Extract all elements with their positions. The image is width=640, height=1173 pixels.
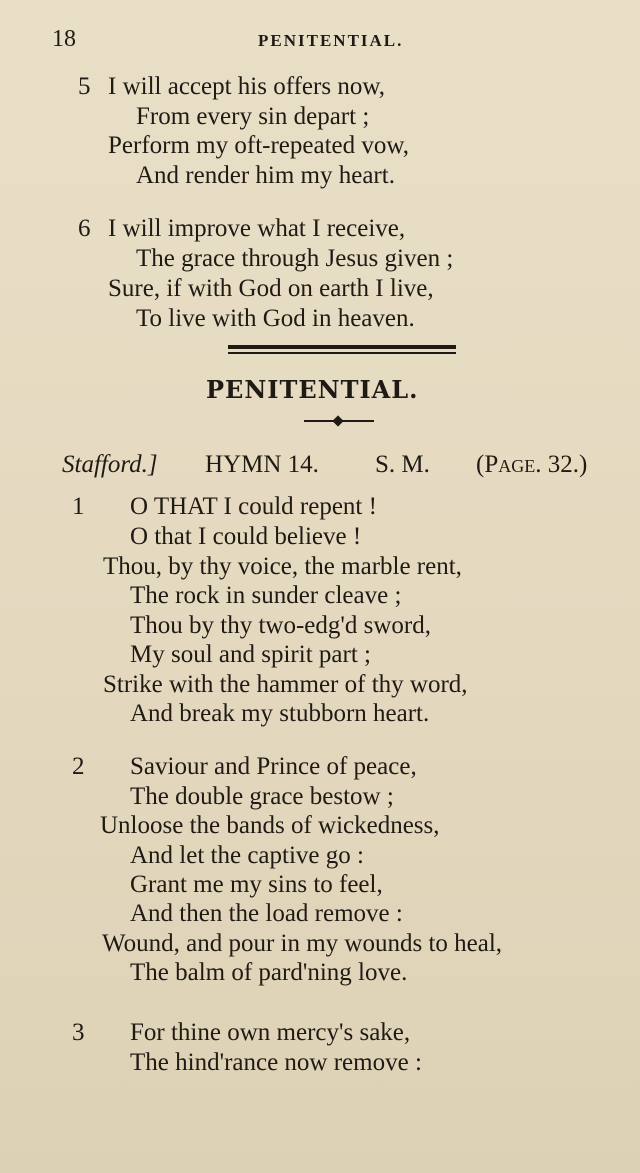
ornament-divider xyxy=(304,417,374,425)
verse-line: Wound, and pour in my wounds to heal, xyxy=(102,930,503,957)
section-title: PENITENTIAL. xyxy=(206,375,419,404)
verse-line: And break my stubborn heart. xyxy=(130,700,430,727)
hymn-meter: S. M. xyxy=(375,451,430,478)
verse-line: And then the load remove : xyxy=(130,900,403,927)
stanza-number: 1 xyxy=(72,493,85,520)
page-number: 18 xyxy=(52,26,76,52)
verse-line: Thou by thy two-edg'd sword, xyxy=(130,612,432,639)
verse-line: The balm of pard'ning love. xyxy=(130,959,408,986)
stanza-number: 6 xyxy=(78,215,91,242)
verse-line: My soul and spirit part ; xyxy=(130,641,371,668)
verse-line: O THAT I could repent ! xyxy=(130,493,377,520)
verse-line: Unloose the bands of wickedness, xyxy=(100,812,440,839)
verse-line: Thou, by thy voice, the marble rent, xyxy=(103,553,462,580)
verse-line: O that I could believe ! xyxy=(130,523,362,550)
verse-line: The grace through Jesus given ; xyxy=(136,245,454,272)
verse-line: For thine own mercy's sake, xyxy=(130,1019,411,1046)
verse-line: Sure, if with God on earth I live, xyxy=(108,275,434,302)
stanza-number: 3 xyxy=(72,1019,85,1046)
verse-line: Strike with the hammer of thy word, xyxy=(103,671,468,698)
verse-line: Saviour and Prince of peace, xyxy=(130,753,417,780)
double-rule-divider xyxy=(228,345,456,355)
hymn-heading xyxy=(0,449,640,481)
verse-line: To live with God in heaven. xyxy=(136,305,415,332)
verse-line: I will improve what I receive, xyxy=(108,215,406,242)
verse-line: Grant me my sins to feel, xyxy=(130,871,383,898)
verse-line: From every sin depart ; xyxy=(136,103,370,130)
verse-line: The double grace bestow ; xyxy=(130,783,394,810)
verse-line: Perform my oft-repeated vow, xyxy=(108,132,410,159)
tune-name: Stafford.] xyxy=(62,451,158,478)
page-header xyxy=(0,26,640,56)
verse-line: And render him my heart. xyxy=(136,162,395,189)
hymn-number: HYMN 14. xyxy=(205,451,319,478)
stanza-number: 2 xyxy=(72,753,85,780)
running-head: PENITENTIAL. xyxy=(258,31,404,50)
verse-line: The rock in sunder cleave ; xyxy=(130,582,402,609)
verse-line: The hind'rance now remove : xyxy=(130,1049,422,1076)
verse-line: I will accept his offers now, xyxy=(108,73,386,100)
verse-line: And let the captive go : xyxy=(130,842,364,869)
page-reference: (Page. 32.) xyxy=(476,451,588,478)
stanza-number: 5 xyxy=(78,73,91,100)
